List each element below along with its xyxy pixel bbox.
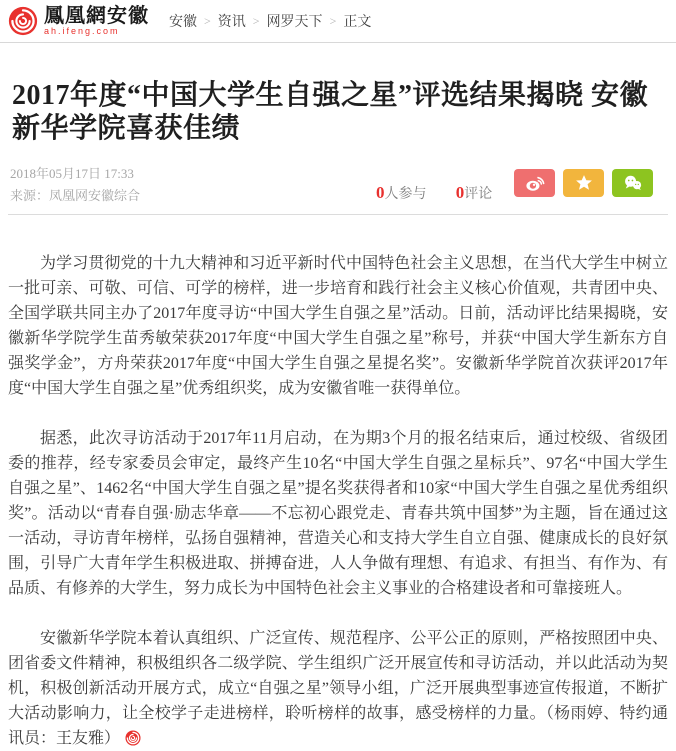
breadcrumb-item-anhui[interactable]: 安徽	[169, 15, 197, 30]
breadcrumb	[169, 11, 371, 31]
wechat-icon	[622, 172, 644, 194]
breadcrumb-separator-icon: >	[204, 13, 211, 28]
article-container	[0, 79, 676, 751]
paragraph-text: 安徽新华学院本着认真组织、广泛宣传、规范程序、公平公正的原则，严格按照团中央、团省委文件精神，积极组织各二级学院、学生组织广泛开展宣传和寻访活动，并以此活动为契机，积极创新活动开展方式，成立“自强之星”领导小组，广泛开展典型事迹宣传报道，不断扩大活动影响力，让全校学子走进榜样，聆听榜样的故事，感受榜样的力量。	[8, 630, 668, 722]
phoenix-end-icon	[125, 730, 141, 746]
page-title: 2017年度“中国大学生自强之星”评选结果揭晓 安徽新华学院喜获佳绩	[12, 80, 649, 144]
wechat-share-button[interactable]	[612, 169, 653, 197]
article-body	[8, 215, 668, 751]
participation-count: 0	[376, 183, 385, 202]
participation-label: 人参与	[384, 187, 427, 202]
article-paragraph: 据悉，此次寻访活动于2017年11月启动，在为期3个月的报名结束后，通过校级、省级团委的推荐，经专家委员会审定，最终产生10名“中国大学生自强之星标兵”、97名“中国大学生自强之星”、1462名“中国大学生自强之星”提名奖获得者和10家“中国大学生自强之星优秀组织奖”。活动以“青春自强·励志华章——不忘初心跟党走、青春共筑中国梦”为主题，旨在通过这一活动，寻访青年榜样，弘扬自强精神，营造关心和支持大学生自立自强、健康成长的良好氛围，引导广大青年学生积极进取、拼搏奋进，人人争做有理想、有追求、有担当、有作为、有品质、有修养的大学生，努力成长为中国特色社会主义事业的合格建设者和可靠接班人。	[8, 430, 668, 597]
brand-name: 鳳凰網安徽	[44, 5, 149, 27]
star-icon	[573, 172, 595, 194]
source-prefix: 来源：	[10, 188, 50, 203]
publish-date: 2018年05月17日 17:33	[10, 166, 134, 181]
article-byline: （杨雨婷、特约通讯员：王友雅）	[8, 705, 668, 747]
breadcrumb-item-wangluotianxia[interactable]: 网罗天下	[266, 15, 323, 30]
share-buttons	[506, 169, 653, 197]
article-source	[10, 185, 140, 204]
brand-domain: ah.ifeng.com	[44, 26, 120, 36]
favorite-button[interactable]	[563, 169, 604, 197]
comment-count: 0	[455, 183, 465, 202]
brand-block	[44, 6, 149, 36]
article-meta	[8, 158, 668, 214]
site-header	[0, 0, 676, 43]
phoenix-icon	[8, 6, 38, 36]
site-logo[interactable]	[8, 6, 149, 36]
breadcrumb-separator-icon: >	[329, 13, 337, 28]
article-paragraph: 为学习贯彻党的十九大精神和习近平新时代中国特色社会主义思想，在当代大学生中树立一批可亲、可敬、可信、可学的榜样，进一步培育和践行社会主义核心价值观，共青团中央、全国学联共同主办了2017年度寻访“中国大学生自强之星”活动。日前，活动评比结果揭晓，安徽新华学院学生苗秀敏荣获2017年度“中国大学生自强之星”称号，并获“中国大学生新东方自强奖学金”，方舟荣获2017年度“中国大学生自强之星提名奖”。安徽新华学院首次获评2017年度“中国大学生自强之星”优秀组织奖，成为安徽省唯一获得单位。	[8, 255, 668, 397]
comment-label: 评论	[464, 187, 493, 202]
breadcrumb-item-current: 正文	[343, 15, 372, 30]
comments-stat[interactable]	[455, 183, 493, 202]
article-paragraph	[8, 626, 668, 751]
weibo-share-button[interactable]	[514, 169, 555, 197]
weibo-icon	[524, 172, 546, 194]
breadcrumb-separator-icon: >	[252, 13, 260, 28]
source-link[interactable]: 凤凰网安徽综合	[49, 188, 141, 203]
breadcrumb-item-news[interactable]: 资讯	[217, 15, 246, 30]
participation-stat[interactable]	[376, 183, 427, 202]
article-stats	[376, 183, 518, 203]
